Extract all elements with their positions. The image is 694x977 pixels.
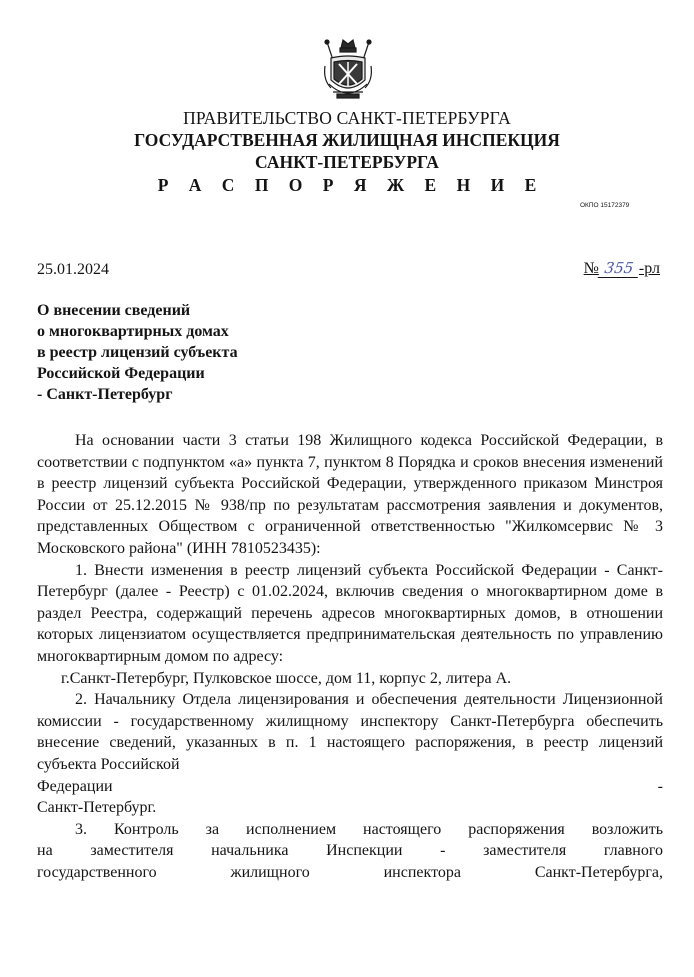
- coat-of-arms-emblem: [319, 36, 377, 108]
- okpo-code: ОКПО 15172379: [580, 202, 630, 209]
- subject-line: в реестр лицензий субъекта: [37, 344, 238, 361]
- document-number: [584, 259, 660, 278]
- subject-line: о многоквартирных домах: [37, 323, 229, 340]
- item-3-line: на заместителя начальника Инспекции - заместителя главного: [37, 842, 663, 860]
- item-2-end: Санкт-Петербург.: [37, 799, 157, 817]
- header-government: ПРАВИТЕЛЬСТВО САНКТ-ПЕТЕРБУРГА: [183, 108, 511, 128]
- document-subject: [37, 300, 337, 405]
- item-2-federation: Федерации: [37, 777, 113, 795]
- handwritten-number: 355: [598, 259, 641, 278]
- number-prefix: №: [583, 260, 599, 277]
- item-1-paragraph: 1. Внести изменения в реестр лицензий субъекта Российской Федерации - Санкт-Петербург (далее - Реестр) с 01.02.2024, включив сведения о многоквартирном доме в раздел Реестра, содержащий перечень адресов многоквартирных домов, в отношении которых лицензиатом осуществляется предпринимательская деятельность по управлению многоквартирным домом по адресу:: [37, 561, 663, 665]
- number-suffix: -рл: [638, 260, 660, 277]
- header-inspection: ГОСУДАРСТВЕННАЯ ЖИЛИЩНАЯ ИНСПЕКЦИЯ: [134, 130, 560, 150]
- document-type-title: Р А С П О Р Я Ж Е Н И Е: [157, 175, 545, 195]
- item-2-dash: -: [657, 777, 663, 795]
- item-3-line: государственного жилищного инспектора Санкт-Петербурга,: [37, 863, 663, 881]
- preamble-paragraph: На основании части 3 статьи 198 Жилищного кодекса Российской Федерации, в соответствии с подпунктом «а» пункта 7, пунктом 8 Порядка и сроков внесения изменений в реестр лицензий субъекта Российской Федерации, утвержденного приказом Минстроя России от 25.12.2015 № 938/пр по результатам рассмотрения заявления и документов, представленных Обществом с ограниченной ответственностью "Жилкомсервис № 3 Московского района" (ИНН 7810523435):: [37, 432, 663, 557]
- item-2-paragraph: 2. Начальнику Отдела лицензирования и обеспечения деятельности Лицензионной комиссии - государственному жилищному инспектору Санкт-Петербурга обеспечить внесение сведений, указанных в п. 1 настоящего распоряжения, в реестр лицензий субъекта Российской: [37, 691, 663, 773]
- subject-line: О внесении сведений: [37, 302, 191, 319]
- document-date: 25.01.2024: [37, 261, 109, 278]
- item-2-federation-line: [37, 776, 663, 798]
- subject-line: Российской Федерации: [37, 365, 205, 382]
- subject-line: - Санкт-Петербург: [37, 386, 173, 403]
- header-city: САНКТ-ПЕТЕРБУРГА: [255, 152, 439, 172]
- address-line: г.Санкт-Петербург, Пулковское шоссе, дом 11, корпус 2, литера А.: [61, 669, 512, 687]
- item-3-line: 3. Контроль за исполнением настоящего распоряжения возложить: [75, 820, 663, 838]
- document-body: [37, 430, 663, 883]
